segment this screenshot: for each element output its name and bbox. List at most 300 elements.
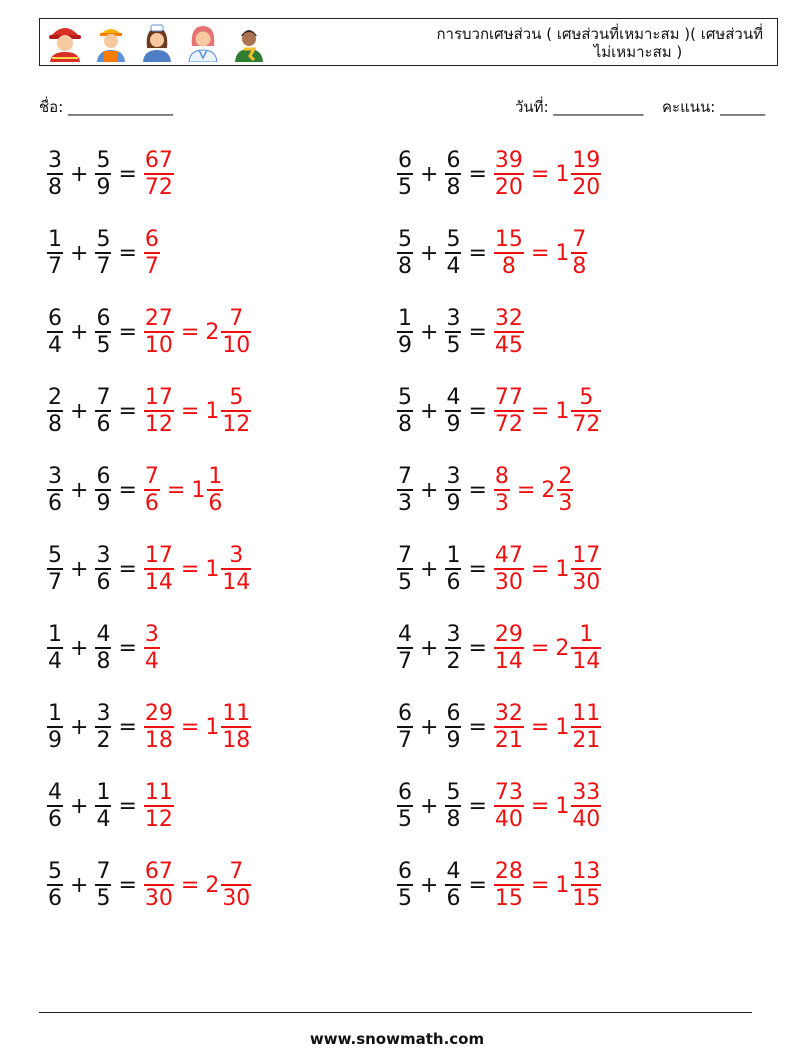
addend-2 <box>95 622 111 674</box>
mixed-fraction-numerator: 2 <box>558 464 573 490</box>
equals-sign: = <box>468 240 487 266</box>
answer <box>493 385 602 437</box>
addend-1-numerator: 1 <box>398 306 412 332</box>
answer-fraction-denominator: 4 <box>144 648 159 674</box>
problem-item <box>46 460 224 520</box>
answer <box>143 543 252 595</box>
addend-2-numerator: 1 <box>446 543 461 569</box>
name-field[interactable]: ชื่อ: ______________ <box>39 98 174 116</box>
addend-2 <box>95 859 111 911</box>
footer-divider <box>39 1012 752 1013</box>
addend-1-denominator: 8 <box>48 411 62 437</box>
addend-1-numerator: 3 <box>48 464 62 490</box>
problem-item <box>46 697 252 757</box>
addend-1 <box>47 306 63 358</box>
answer-fraction-denominator: 3 <box>494 490 509 516</box>
answer-equals-sign: = <box>180 398 200 424</box>
plus-sign: + <box>420 793 439 819</box>
mixed-fraction-numerator: 3 <box>229 543 244 569</box>
addend-2 <box>95 148 111 200</box>
equals-sign: = <box>468 635 487 661</box>
addend-2-numerator: 4 <box>96 622 111 648</box>
addend-1-denominator: 5 <box>398 569 412 595</box>
plus-sign: + <box>70 793 89 819</box>
mixed-fraction-numerator: 19 <box>572 148 601 174</box>
problem-item <box>46 776 175 836</box>
mixed-fraction-denominator: 40 <box>572 806 601 832</box>
equals-sign: = <box>468 161 487 187</box>
answer-fraction <box>494 385 524 437</box>
plus-sign: + <box>420 872 439 898</box>
addend-2 <box>445 306 461 358</box>
addend-1-denominator: 6 <box>48 490 62 516</box>
equals-sign: = <box>468 793 487 819</box>
answer-fraction <box>494 701 524 753</box>
problem-item <box>46 539 252 599</box>
mixed-fraction-denominator: 12 <box>222 411 251 437</box>
addend-1 <box>47 859 63 911</box>
addend-2 <box>95 543 111 595</box>
answer-fraction-denominator: 6 <box>144 490 159 516</box>
addend-2-denominator: 6 <box>446 885 461 911</box>
header-box <box>39 18 778 66</box>
addend-1 <box>397 464 413 516</box>
answer-fraction-denominator: 10 <box>144 332 173 358</box>
addend-2-numerator: 3 <box>446 306 461 332</box>
equals-sign: = <box>118 398 137 424</box>
mixed-fraction-denominator: 14 <box>572 648 601 674</box>
mixed-fraction-numerator: 13 <box>572 859 601 885</box>
addend-1-denominator: 4 <box>48 332 62 358</box>
answer-fraction <box>144 306 174 358</box>
addend-1 <box>47 227 63 279</box>
mixed-fraction-numerator: 5 <box>229 385 244 411</box>
answer-equals-sign: = <box>180 872 200 898</box>
answer <box>493 464 574 516</box>
doctor-icon <box>184 22 222 62</box>
addend-2-numerator: 4 <box>446 385 461 411</box>
mixed-fraction <box>221 543 251 595</box>
equals-sign: = <box>468 319 487 345</box>
addend-1-numerator: 7 <box>398 464 412 490</box>
problem-item <box>46 618 161 678</box>
addend-1-denominator: 7 <box>48 253 62 279</box>
addend-1 <box>47 543 63 595</box>
answer <box>493 148 602 200</box>
problem-item <box>396 697 602 757</box>
answer-fraction-numerator: 29 <box>494 622 523 648</box>
answer-fraction-numerator: 67 <box>144 148 173 174</box>
answer-fraction-numerator: 32 <box>494 306 523 332</box>
addend-2-denominator: 8 <box>446 174 461 200</box>
addend-2-denominator: 4 <box>446 253 461 279</box>
title-line-2: ไม่เหมาะสม ) <box>593 43 683 61</box>
mixed-whole: 1 <box>205 714 220 740</box>
answer-fraction <box>494 148 524 200</box>
answer-equals-sign: = <box>180 556 200 582</box>
plus-sign: + <box>70 161 89 187</box>
addend-1-denominator: 9 <box>398 332 412 358</box>
mixed-fraction-numerator: 11 <box>572 701 601 727</box>
plus-sign: + <box>70 319 89 345</box>
mixed-whole: 1 <box>555 872 570 898</box>
mixed-whole: 1 <box>191 477 206 503</box>
mixed-fraction <box>221 385 251 437</box>
answer <box>143 227 161 279</box>
equals-sign: = <box>118 635 137 661</box>
answer <box>143 464 224 516</box>
addend-2-numerator: 6 <box>446 701 461 727</box>
addend-1-denominator: 7 <box>398 727 412 753</box>
mixed-fraction-numerator: 1 <box>208 464 223 490</box>
answer-fraction <box>494 622 524 674</box>
answer-fraction <box>494 780 524 832</box>
equals-sign: = <box>468 556 487 582</box>
equals-sign: = <box>468 714 487 740</box>
answer-fraction-numerator: 67 <box>144 859 173 885</box>
problem-item <box>396 460 574 520</box>
problem-item <box>396 855 602 915</box>
addend-2 <box>445 464 461 516</box>
addend-2 <box>445 859 461 911</box>
plus-sign: + <box>420 161 439 187</box>
addend-1 <box>47 701 63 753</box>
answer-equals-sign: = <box>530 556 550 582</box>
problem-item <box>46 302 252 362</box>
answer-fraction-denominator: 72 <box>494 411 523 437</box>
answer <box>493 543 602 595</box>
answer-fraction-denominator: 45 <box>494 332 523 358</box>
addend-2-numerator: 5 <box>96 227 111 253</box>
addend-1 <box>397 148 413 200</box>
equals-sign: = <box>118 556 137 582</box>
addend-2-denominator: 9 <box>96 174 111 200</box>
equals-sign: = <box>118 714 137 740</box>
addend-2 <box>95 385 111 437</box>
answer <box>493 701 602 753</box>
addend-1-denominator: 6 <box>48 885 62 911</box>
addend-1-numerator: 6 <box>398 701 412 727</box>
mixed-fraction <box>571 148 601 200</box>
addend-2-denominator: 9 <box>446 727 461 753</box>
plus-sign: + <box>70 398 89 424</box>
answer <box>143 622 161 674</box>
addend-2-numerator: 3 <box>446 464 461 490</box>
addend-1-numerator: 5 <box>398 385 412 411</box>
answer-fraction <box>494 464 510 516</box>
addend-1-denominator: 8 <box>398 411 412 437</box>
problem-item <box>396 302 525 362</box>
answer <box>493 622 602 674</box>
answer <box>143 859 252 911</box>
firefighter-icon <box>46 22 84 62</box>
addend-2-denominator: 4 <box>96 806 111 832</box>
plus-sign: + <box>420 319 439 345</box>
addend-2-numerator: 6 <box>96 306 111 332</box>
mixed-fraction-denominator: 8 <box>572 253 587 279</box>
answer-fraction-numerator: 3 <box>144 622 159 648</box>
mixed-fraction <box>571 780 601 832</box>
addend-1-numerator: 6 <box>398 148 412 174</box>
answer <box>493 859 602 911</box>
answer <box>143 148 175 200</box>
mixed-fraction <box>571 701 601 753</box>
addend-2 <box>445 148 461 200</box>
mixed-whole: 2 <box>205 872 220 898</box>
addend-2 <box>445 701 461 753</box>
addend-2-numerator: 4 <box>446 859 461 885</box>
answer-equals-sign: = <box>530 872 550 898</box>
addend-1-denominator: 9 <box>48 727 62 753</box>
answer-fraction <box>144 780 174 832</box>
addend-1 <box>397 780 413 832</box>
problem-item <box>396 776 602 836</box>
answer-fraction-denominator: 72 <box>144 174 173 200</box>
addend-2-numerator: 3 <box>96 701 111 727</box>
answer-fraction-denominator: 20 <box>494 174 523 200</box>
answer-fraction-numerator: 29 <box>144 701 173 727</box>
answer <box>143 780 175 832</box>
worker-icon <box>92 22 130 62</box>
mixed-fraction-denominator: 14 <box>222 569 251 595</box>
problem-item <box>396 223 588 283</box>
mixed-whole: 1 <box>555 793 570 819</box>
answer-fraction <box>494 543 524 595</box>
problem-item <box>396 539 602 599</box>
addend-1-denominator: 7 <box>48 569 62 595</box>
mixed-fraction-numerator: 7 <box>572 227 587 253</box>
mixed-fraction <box>221 306 251 358</box>
date-field[interactable]: วันที่: ____________ <box>515 98 644 116</box>
answer-fraction-denominator: 14 <box>494 648 523 674</box>
problem-item <box>46 223 161 283</box>
addend-2 <box>445 622 461 674</box>
answer-equals-sign: = <box>530 161 550 187</box>
mixed-whole: 2 <box>555 635 570 661</box>
addend-2-denominator: 6 <box>446 569 461 595</box>
addend-1-denominator: 4 <box>48 648 62 674</box>
answer-fraction-numerator: 7 <box>144 464 159 490</box>
equals-sign: = <box>468 477 487 503</box>
answer <box>143 701 252 753</box>
answer-fraction-denominator: 14 <box>144 569 173 595</box>
addend-2-denominator: 2 <box>446 648 461 674</box>
plus-sign: + <box>420 635 439 661</box>
mixed-fraction-numerator: 11 <box>222 701 251 727</box>
answer-equals-sign: = <box>530 714 550 740</box>
addend-2-denominator: 5 <box>96 885 111 911</box>
answer-fraction-denominator: 12 <box>144 806 173 832</box>
plus-sign: + <box>70 477 89 503</box>
addend-1-denominator: 3 <box>398 490 412 516</box>
answer-equals-sign: = <box>530 398 550 424</box>
addend-2-numerator: 3 <box>96 543 111 569</box>
answer-fraction-numerator: 73 <box>494 780 523 806</box>
addend-2-denominator: 7 <box>96 253 111 279</box>
answer-fraction <box>144 148 174 200</box>
answer <box>493 780 602 832</box>
addend-2 <box>95 701 111 753</box>
answer <box>143 385 252 437</box>
addend-1 <box>47 148 63 200</box>
addend-1-numerator: 3 <box>48 148 62 174</box>
answer-equals-sign: = <box>530 240 550 266</box>
mixed-fraction <box>221 859 251 911</box>
addend-1 <box>397 227 413 279</box>
equals-sign: = <box>118 319 137 345</box>
plus-sign: + <box>70 240 89 266</box>
mixed-fraction-numerator: 17 <box>572 543 601 569</box>
mixed-fraction-denominator: 3 <box>558 490 573 516</box>
addend-2 <box>445 543 461 595</box>
answer <box>143 306 252 358</box>
addend-1 <box>397 701 413 753</box>
addend-1 <box>397 859 413 911</box>
answer-fraction-numerator: 11 <box>144 780 173 806</box>
answer-fraction <box>144 622 160 674</box>
addend-2-numerator: 5 <box>96 148 111 174</box>
answer-fraction-numerator: 17 <box>144 543 173 569</box>
mixed-whole: 1 <box>555 556 570 582</box>
addend-2-numerator: 7 <box>96 859 111 885</box>
addend-1-numerator: 4 <box>48 780 62 806</box>
mixed-fraction-denominator: 72 <box>572 411 601 437</box>
addend-2 <box>445 780 461 832</box>
answer-equals-sign: = <box>180 319 200 345</box>
answer-equals-sign: = <box>530 793 550 819</box>
score-field[interactable]: คะแนน: ______ <box>662 98 766 116</box>
answer-fraction <box>144 859 174 911</box>
answer-fraction-denominator: 30 <box>494 569 523 595</box>
addend-1 <box>397 622 413 674</box>
answer <box>493 227 588 279</box>
mixed-fraction-denominator: 30 <box>572 569 601 595</box>
addend-1-numerator: 5 <box>398 227 412 253</box>
answer-fraction-denominator: 15 <box>494 885 523 911</box>
addend-1 <box>47 622 63 674</box>
addend-1 <box>47 464 63 516</box>
mixed-whole: 1 <box>555 161 570 187</box>
addend-1-numerator: 6 <box>398 859 412 885</box>
addend-2-numerator: 7 <box>96 385 111 411</box>
addend-1-denominator: 7 <box>398 648 412 674</box>
answer-fraction <box>144 227 160 279</box>
mixed-fraction-denominator: 15 <box>572 885 601 911</box>
problem-item <box>46 144 175 204</box>
mixed-fraction <box>571 543 601 595</box>
mixed-fraction-numerator: 7 <box>229 859 244 885</box>
answer-equals-sign: = <box>180 714 200 740</box>
addend-1 <box>397 306 413 358</box>
answer-fraction-numerator: 28 <box>494 859 523 885</box>
addend-2-denominator: 9 <box>446 490 461 516</box>
addend-1-numerator: 5 <box>48 543 62 569</box>
mixed-whole: 1 <box>205 398 220 424</box>
addend-1 <box>397 385 413 437</box>
answer-fraction <box>144 701 174 753</box>
answer-fraction-denominator: 12 <box>144 411 173 437</box>
student-icon <box>230 22 268 62</box>
answer-fraction-numerator: 6 <box>144 227 159 253</box>
avatar-row <box>46 22 268 62</box>
answer-fraction-denominator: 21 <box>494 727 523 753</box>
equals-sign: = <box>468 398 487 424</box>
answer-fraction-denominator: 18 <box>144 727 173 753</box>
addend-2-denominator: 5 <box>96 332 111 358</box>
answer-fraction-numerator: 15 <box>494 227 523 253</box>
mixed-fraction <box>207 464 223 516</box>
addend-2 <box>95 227 111 279</box>
addend-1-numerator: 6 <box>48 306 62 332</box>
addend-1-numerator: 4 <box>398 622 412 648</box>
problem-item <box>46 381 252 441</box>
mixed-fraction <box>571 385 601 437</box>
answer-fraction-denominator: 7 <box>144 253 159 279</box>
addend-2-denominator: 6 <box>96 411 111 437</box>
answer-fraction <box>494 227 524 279</box>
answer-fraction-numerator: 27 <box>144 306 173 332</box>
answer-fraction-numerator: 17 <box>144 385 173 411</box>
answer-fraction-numerator: 39 <box>494 148 523 174</box>
addend-1-numerator: 6 <box>398 780 412 806</box>
answer-fraction-numerator: 77 <box>494 385 523 411</box>
addend-2-numerator: 3 <box>446 622 461 648</box>
equals-sign: = <box>118 793 137 819</box>
worksheet-title <box>393 25 763 61</box>
answer-fraction-denominator: 8 <box>501 253 516 279</box>
addend-2-numerator: 1 <box>96 780 111 806</box>
answer-fraction <box>494 859 524 911</box>
addend-2-denominator: 6 <box>96 569 111 595</box>
problem-item <box>396 381 602 441</box>
plus-sign: + <box>70 556 89 582</box>
equals-sign: = <box>118 240 137 266</box>
mixed-fraction-numerator: 5 <box>579 385 594 411</box>
plus-sign: + <box>420 398 439 424</box>
title-line-1: การบวกเศษส่วน ( เศษส่วนที่เหมาะสม )( เศษส่วนที่ <box>436 25 763 43</box>
addend-2-denominator: 9 <box>96 490 111 516</box>
mixed-whole: 1 <box>555 240 570 266</box>
addend-2 <box>445 227 461 279</box>
mixed-fraction <box>571 227 587 279</box>
addend-2 <box>95 464 111 516</box>
addend-1-numerator: 1 <box>48 701 62 727</box>
equals-sign: = <box>118 872 137 898</box>
addend-1 <box>47 385 63 437</box>
answer-fraction-denominator: 40 <box>494 806 523 832</box>
mixed-fraction-numerator: 33 <box>572 780 601 806</box>
addend-1-denominator: 8 <box>48 174 62 200</box>
addend-1-numerator: 5 <box>48 859 62 885</box>
addend-1-numerator: 2 <box>48 385 62 411</box>
answer-fraction <box>144 543 174 595</box>
addend-1-denominator: 6 <box>48 806 62 832</box>
mixed-whole: 2 <box>205 319 220 345</box>
addend-2-numerator: 5 <box>446 227 461 253</box>
nurse-icon <box>138 22 176 62</box>
mixed-whole: 1 <box>555 398 570 424</box>
footer-url: www.snowmath.com <box>309 1030 485 1048</box>
equals-sign: = <box>118 161 137 187</box>
addend-1-denominator: 5 <box>398 806 412 832</box>
mixed-fraction-denominator: 6 <box>208 490 223 516</box>
addend-1-numerator: 7 <box>398 543 412 569</box>
answer-fraction-denominator: 30 <box>144 885 173 911</box>
addend-1-numerator: 1 <box>48 227 62 253</box>
equals-sign: = <box>468 872 487 898</box>
addend-1-numerator: 1 <box>48 622 62 648</box>
addend-2-denominator: 9 <box>446 411 461 437</box>
